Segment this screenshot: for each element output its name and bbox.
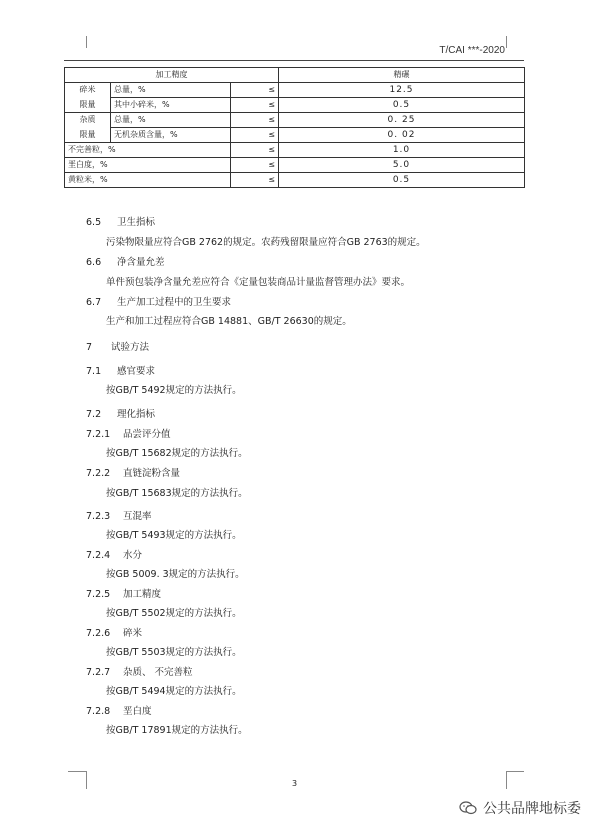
crop-mark-bottom-right-v (506, 771, 507, 789)
row-item-cell: 黄粒米，% (65, 173, 231, 188)
table-row (65, 173, 525, 188)
row-op-cell: ≤ (231, 143, 279, 158)
crop-mark-top-right-v (506, 36, 507, 48)
crop-mark-top-left-v (86, 36, 87, 48)
row-item-cell: 其中小碎米，% (111, 98, 231, 113)
table-row (65, 83, 525, 98)
section-heading-7-1: 7.1 感官要求 (86, 366, 156, 377)
watermark-text: 公共品牌地标委 (483, 801, 581, 817)
section-heading-7: 7 试验方法 (86, 342, 150, 353)
section-heading-7-2: 7.2 理化指标 (86, 409, 156, 420)
row-group-cell: 杂质 (65, 113, 111, 128)
row-op-cell: ≤ (231, 113, 279, 128)
table-header-row (65, 68, 525, 83)
section-body-6-6: 单件预包装净含量允差应符合《定量包装商品计量监督管理办法》要求。 (106, 277, 411, 288)
section-body-6-5: 污染物限量应符合GB 2762的规定。农药残留限量应符合GB 2763的规定。 (106, 237, 426, 248)
section-heading-6-6: 6.6 净含量允差 (86, 257, 165, 268)
header-rule (64, 60, 524, 61)
row-value-cell: 0. 25 (279, 113, 525, 128)
row-value-cell: 5.0 (279, 158, 525, 173)
section-body-7-2-6: 按GB/T 5503规定的方法执行。 (106, 647, 242, 658)
section-body-7-2-8: 按GB/T 17891规定的方法执行。 (106, 725, 248, 736)
section-heading-7-2-3: 7.2.3 互混率 (86, 511, 152, 522)
row-op-cell: ≤ (231, 98, 279, 113)
row-group-cell: 限量 (65, 128, 111, 143)
table-header-cell: 精碾 (279, 68, 525, 83)
section-body-7-2-2: 按GB/T 15683规定的方法执行。 (106, 488, 248, 499)
crop-mark-bottom-right-h (506, 771, 524, 772)
row-value-cell: 1.0 (279, 143, 525, 158)
section-heading-7-2-5: 7.2.5 加工精度 (86, 589, 162, 600)
table-row (65, 143, 525, 158)
section-heading-7-2-6: 7.2.6 碎米 (86, 628, 143, 639)
section-heading-7-2-4: 7.2.4 水分 (86, 550, 143, 561)
section-body-7-2-5: 按GB/T 5502规定的方法执行。 (106, 608, 242, 619)
row-item-cell: 不完善粒，% (65, 143, 231, 158)
row-op-cell: ≤ (231, 158, 279, 173)
spec-table (64, 67, 525, 188)
row-item-cell: 垩白度，% (65, 158, 231, 173)
section-body-7-2-1: 按GB/T 15682规定的方法执行。 (106, 448, 248, 459)
row-op-cell: ≤ (231, 173, 279, 188)
section-body-7-2-4: 按GB 5009. 3规定的方法执行。 (106, 569, 245, 580)
row-value-cell: 0. 02 (279, 128, 525, 143)
row-item-cell: 无机杂质含量，% (111, 128, 231, 143)
row-value-cell: 0.5 (279, 98, 525, 113)
section-heading-7-2-2: 7.2.2 直链淀粉含量 (86, 468, 181, 479)
row-value-cell: 0.5 (279, 173, 525, 188)
section-body-7-2-3: 按GB/T 5493规定的方法执行。 (106, 530, 242, 541)
section-heading-6-7: 6.7 生产加工过程中的卫生要求 (86, 297, 232, 308)
standard-code: T/CAI ***-2020 (439, 45, 505, 56)
row-group-cell: 限量 (65, 98, 111, 113)
page-number: 3 (292, 779, 298, 788)
section-body-7-2-7: 按GB/T 5494规定的方法执行。 (106, 686, 242, 697)
row-item-cell: 总量，% (111, 83, 231, 98)
row-item-cell: 总量，% (111, 113, 231, 128)
row-group-cell: 碎米 (65, 83, 111, 98)
section-body-6-7: 生产和加工过程应符合GB 14881、GB/T 26630的规定。 (106, 316, 352, 327)
row-value-cell: 12.5 (279, 83, 525, 98)
row-op-cell: ≤ (231, 83, 279, 98)
watermark (459, 798, 581, 818)
table-row (65, 128, 525, 143)
table-header-cell: 加工精度 (65, 68, 279, 83)
wechat-icon (459, 801, 477, 815)
table-row (65, 158, 525, 173)
table-row (65, 98, 525, 113)
section-heading-7-2-1: 7.2.1 品尝评分值 (86, 429, 171, 440)
section-heading-7-2-8: 7.2.8 垩白度 (86, 706, 152, 717)
row-op-cell: ≤ (231, 128, 279, 143)
crop-mark-bottom-left-v (86, 771, 87, 789)
section-heading-6-5: 6.5 卫生指标 (86, 217, 156, 228)
crop-mark-bottom-left-h (68, 771, 86, 772)
section-body-7-1: 按GB/T 5492规定的方法执行。 (106, 385, 242, 396)
section-heading-7-2-7: 7.2.7 杂质、 不完善粒 (86, 667, 193, 678)
table-row (65, 113, 525, 128)
